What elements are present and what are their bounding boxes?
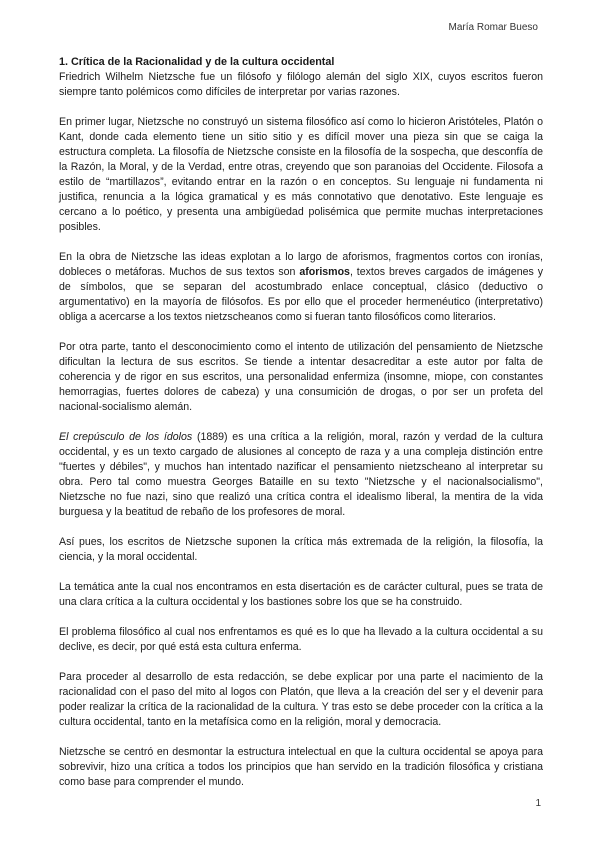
paragraph-aphorisms-start: En la obra de Nietzsche las ideas explotan a lo largo de aforismos, fragmentos cortos con ironías, dobleces o metáforas. Muchos de sus textos son [59,251,543,278]
paragraph-method: Para proceder al desarrollo de esta redacción, se debe explicar por una parte el nacimiento de la racionalidad con el paso del mito al logos con Platón, que lleva a la creación del ser y el devenir para poder realizar la crítica de la racionalidad de la cultura. Y tras esto se debe proceder con la crítica a la cultura occidental, tanto en la metafísica como en la religión, moral y democracia. [59,671,543,728]
paragraph-summary: Así pues, los escritos de Nietzsche suponen la crítica más extremada de la religión, la filosofía, la ciencia, y la moral occidental. [59,536,543,563]
paragraph-twilight-rest: (1889) es una crítica a la religión, moral, razón y verdad de la cultura occidental, y es un texto cargado de alusiones al concepto de raza y a una compleja distinción entre "fuertes y débiles", y muchos han intentado nazificar el pensamiento nietzscheano al interpretar su obra. Pero tal como muestra Georges Bataille en su texto "Nietzsche y el nacionalsocialismo", Nietzsche no fue nazi, sino que realizó una crítica contra el idealismo liberal, la mentira de la vida burguesa y la beatitud de rebaño de los profesores de moral. [59,431,543,518]
section-title: 1. Crítica de la Racionalidad y de la cultura occidental [59,56,335,68]
paragraph-twilight [59,430,543,520]
aphorisms-bold-term: aforismos [299,266,350,278]
paragraph-system: En primer lugar, Nietzsche no construyó un sistema filosófico así como lo hicieron Aristóteles, Platón o Kant, donde cada elemento tiene un sitio sitio y es difícil mover una pieza sin que se caiga la estructura completa. La filosofía de Nietzsche consiste en la filosofía de la sospecha, que desconfía de la Razón, la Moral, y de la Verdad, entre otras, creyendo que son paranoias del Occidente. Filosofa a estilo de “martillazos”, evitando entrar en la razón o en conceptos. Su lenguaje ni fundamenta ni justifica, renuncia a la lógica gramatical y es más connotativo que denotativo. Este lenguaje es cercano a lo poético, y presenta una ambigüedad polisémica que permite muchas interpretaciones posibles. [59,116,543,233]
paragraph-theme: La temática ante la cual nos encontramos en esta disertación es de carácter cultural, pues se trata de una clara crítica a la cultura occidental y los bastiones sobre los que se ha construido. [59,581,543,608]
document-body [59,55,543,805]
book-title-italic: El crepúsculo de los ídolos [59,431,193,443]
paragraph-aphorisms-end: , textos breves cargados de imágenes y de símbolos, que se separan del acostumbrado enlace conceptual, clásico (deductivo o argumentativo) en la mayoría de filósofos. Es por ello que el proceder hermenéutico (interpretativo) obliga a acercarse a los textos nietzscheanos como si fueran tanto filosóficos como literarios. [59,266,543,323]
paragraph-intro: Friedrich Wilhelm Nietzsche fue un filósofo y filólogo alemán del siglo XIX, cuyos escritos fueron siempre tanto polémicos como difíciles de interpretar por varias razones. [59,71,543,98]
paragraph-conclusion: Nietzsche se centró en desmontar la estructura intelectual en que la cultura occidental se apoya para sobrevivir, hizo una crítica a todos los principios que han servido en la tradición filosófica y cristiana como base para comprender el mundo. [59,746,543,788]
page-number: 1 [535,798,541,809]
paragraph-problem: El problema filosófico al cual nos enfrentamos es qué es lo que ha llevado a la cultura occidental a su declive, es decir, por qué está esta cultura enferma. [59,626,543,653]
paragraph-misreading: Por otra parte, tanto el desconocimiento como el intento de utilización del pensamiento de Nietzsche dificultan la lectura de sus escritos. Se tiende a intentar desacreditar a este autor por falta de coherencia y de rigor en sus escritos, una personalidad enfermiza (insomne, miope, con constantes hemorragias, fuertes dolores de cabeza) y una consumición de drogas, o por ser un profeta del nacional-socialismo alemán. [59,341,543,413]
paragraph-aphorisms [59,250,543,325]
header-author: María Romar Bueso [448,22,538,33]
